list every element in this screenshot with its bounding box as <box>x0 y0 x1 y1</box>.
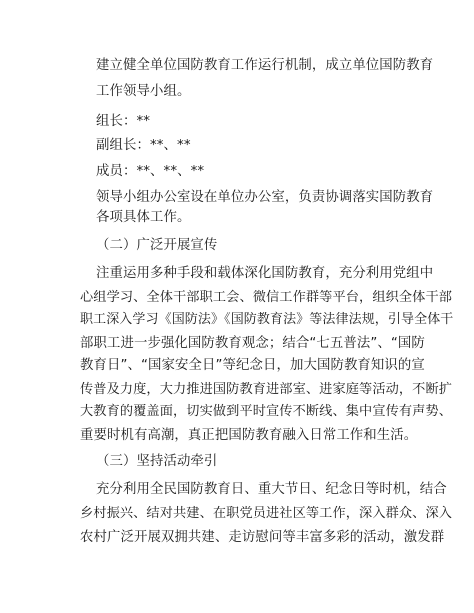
paragraph-line: 副组长：**、** <box>96 138 191 153</box>
paragraph-line: 领导小组办公室设在单位办公室，负责协调落实国防教育 <box>96 190 434 205</box>
paragraph-line: 教育日”、“国家安全日”等纪念日，加大国防教育知识的宣 <box>80 358 425 373</box>
paragraph-line: 农村广泛开展双拥共建、走访慰问等丰富多彩的活动，激发群 <box>80 530 445 545</box>
paragraph-line: 心组学习、全体干部职工会、微信工作群等平台，组织全体干部 <box>80 290 453 305</box>
paragraph-line: 组长：** <box>96 114 151 129</box>
paragraph-line: 大教育的覆盖面，切实做到平时宣传不断线、集中宣传有声势、 <box>80 404 453 419</box>
paragraph-line: 各项具体工作。 <box>96 210 191 225</box>
paragraph-line: 工作领导小组。 <box>96 84 191 99</box>
paragraph-line: 重要时机有高潮，真正把国防教育融入日常工作和生活。 <box>80 428 418 443</box>
paragraph-line: 充分利用全民国防教育日、重大节日、纪念日等时机，结合 <box>96 482 447 497</box>
paragraph-line: 乡村振兴、结对共建、在职党员进社区等工作，深入群众、深入 <box>80 506 453 521</box>
paragraph-line: 职工深入学习《国防法》《国防教育法》等法律法规，引导全体干 <box>80 312 454 327</box>
section-heading: （二）广泛开展宣传 <box>96 238 218 253</box>
section-heading: （三）坚持活动牵引 <box>96 454 218 469</box>
paragraph-line: 传普及力度，大力推进国防教育进部室、进家庭等活动，不断扩 <box>80 382 453 397</box>
paragraph-line: 建立健全单位国防教育工作运行机制，成立单位国防教育 <box>96 58 434 73</box>
paragraph-line: 注重运用多种手段和载体深化国防教育，充分利用党组中 <box>96 266 434 281</box>
paragraph-line: 成员：**、**、** <box>96 164 205 179</box>
paragraph-line: 部职工进一步强化国防教育观念；结合“七五普法”、“国防 <box>80 336 425 351</box>
